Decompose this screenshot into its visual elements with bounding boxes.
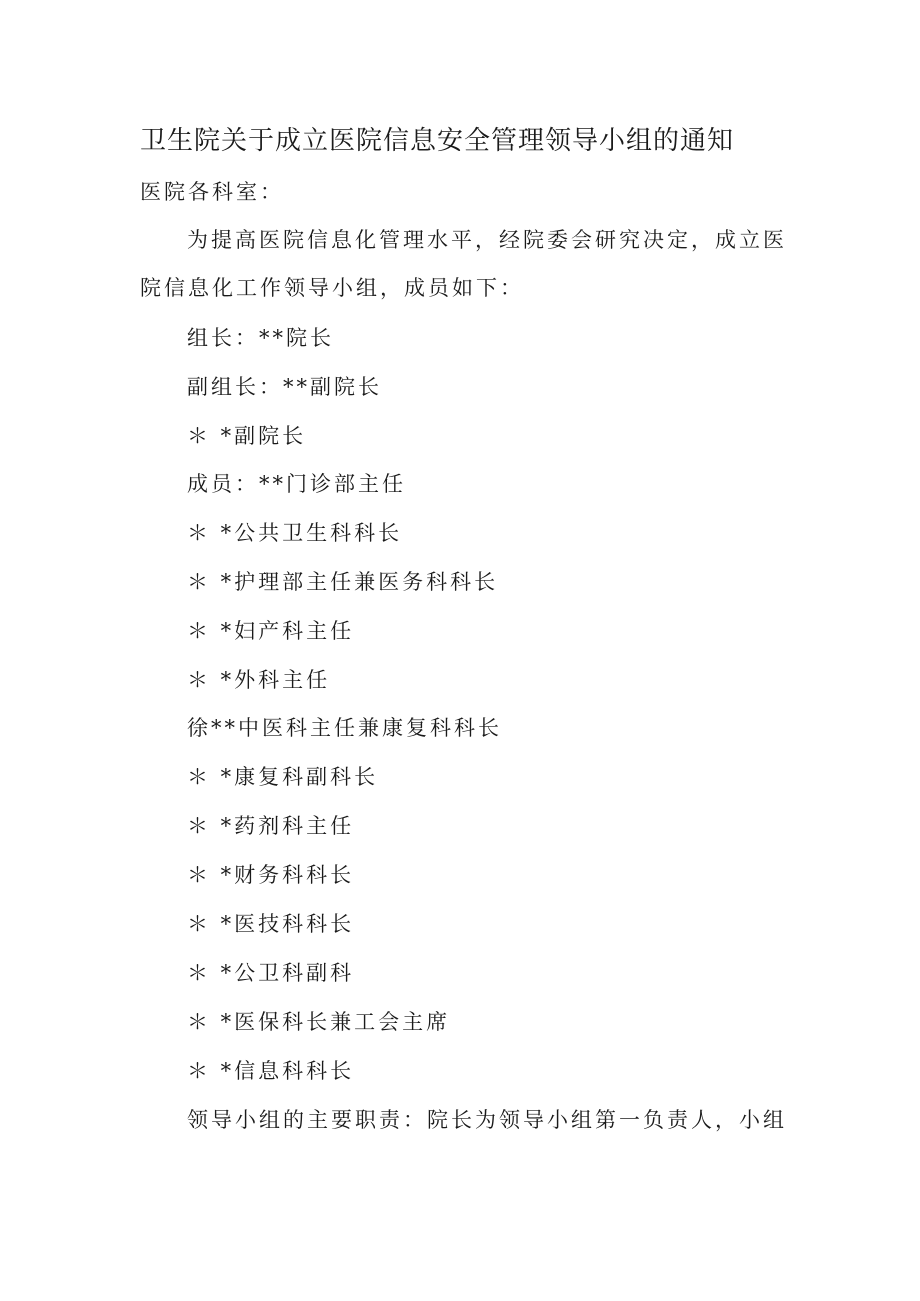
- intro-paragraph-line-1: 为提高医院信息化管理水平，经院委会研究决定，成立医: [187, 228, 787, 252]
- member-line: 组长：**院长: [187, 326, 334, 350]
- member-line: 成员：**门诊部主任: [187, 472, 406, 496]
- member-line: 副组长：**副院长: [187, 375, 382, 399]
- member-line: ＊ *公共卫生科科长: [187, 521, 403, 545]
- document-title: 卫生院关于成立医院信息安全管理领导小组的通知: [140, 126, 735, 156]
- duties-paragraph-line: 领导小组的主要职责：院长为领导小组第一负责人，小组: [187, 1108, 787, 1132]
- member-line: ＊ *医保科长兼工会主席: [187, 1010, 451, 1034]
- member-line: ＊ *医技科科长: [187, 912, 355, 936]
- member-line: ＊ *康复科副科长: [187, 765, 379, 789]
- member-line: ＊ *外科主任: [187, 668, 331, 692]
- intro-paragraph-line-2: 院信息化工作领导小组，成员如下：: [140, 276, 524, 300]
- member-line: ＊ *信息科科长: [187, 1059, 355, 1083]
- member-line: ＊ *副院长: [187, 424, 307, 448]
- member-line: ＊ *妇产科主任: [187, 619, 355, 643]
- member-line: ＊ *公卫科副科: [187, 961, 355, 985]
- member-line: ＊ *药剂科主任: [187, 814, 355, 838]
- member-line: ＊ *护理部主任兼医务科科长: [187, 570, 499, 594]
- member-line: ＊ *财务科科长: [187, 863, 355, 887]
- salutation: 医院各科室：: [140, 180, 284, 204]
- member-line: 徐**中医科主任兼康复科科长: [187, 716, 502, 740]
